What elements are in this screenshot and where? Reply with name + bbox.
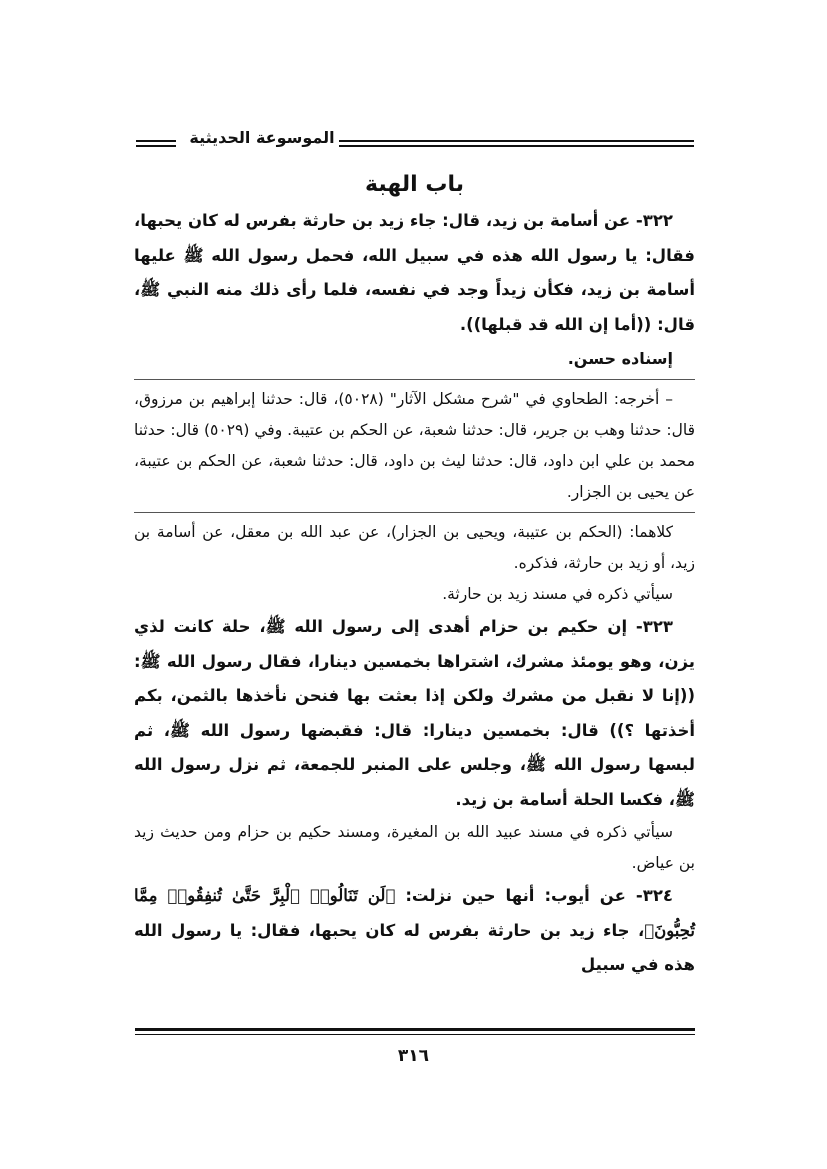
hadith-323: ٣٢٣- إن حكيم بن حزام أهدى إلى رسول الله ﷺ، حلة كانت لذي يزن، وهو يومئذ مشرك، اشتراها بخمسين دينارا، فقال رسول الله ﷺ: ((إنا لا نقبل من مشرك ولكن إذا بعثت بها فنحن نأخذها بالثمن، بكم أخذتها ؟)) قال: بخمسين دينارا: قال: فقبضها رسول الله ﷺ، ثم لبسها رسول الله ﷺ، وجلس على المنبر للجمعة، ثم نزل رسول الله ﷺ، فكسا الحلة أسامة بن زيد. [134, 617, 695, 809]
hadith-324-lead: ٣٢٤- عن أيوب: أنها حين نزلت: [395, 886, 673, 905]
hadith-324-tail: ، جاء زيد بن حارثة بفرس له كان يحبها، فقال: يا رسول الله هذه في سبيل [134, 920, 695, 974]
page-number: ٣١٦ [397, 1046, 430, 1066]
takhrij-322-paragraph-3: سيأتي ذكره في مسند زيد بن حارثة. [442, 585, 673, 603]
running-header-title: الموسوعة الحديثية [189, 128, 335, 147]
divider [134, 379, 695, 380]
divider [134, 512, 695, 513]
header-rule-right [339, 140, 694, 147]
hadith-322: ٣٢٢- عن أسامة بن زيد، قال: جاء زيد بن حارثة بفرس له كان يحبها، فقال: يا رسول الله هذه في سبيل الله، فحمل رسول الله ﷺ عليها أسامة بن زيد، فكأن زيداً وجد في نفسه، فلما رأى ذلك منه النبي ﷺ، قال: ((أما إن الله قد قبلها)). [134, 211, 695, 334]
running-header [136, 122, 694, 162]
chapter-title: باب الهبة [365, 172, 464, 197]
takhrij-322-paragraph-1: – أخرجه: الطحاوي في "شرح مشكل الآثار" (٥٠٢٨)، قال: حدثنا إبراهيم بن مرزوق، قال: حدثنا وهب بن جرير، قال: حدثنا شعبة، عن الحكم بن عتيبة. وفي (٥٠٢٩) قال: حدثنا محمد بن علي ابن داود، قال: حدثنا ليث بن داود، قال: حدثنا شعبة، عن الحكم بن عتيبة، عن يحيى بن الجزار. [134, 390, 695, 501]
header-rule-left [136, 140, 176, 147]
takhrij-322-paragraph-2: كلاهما: (الحكم بن عتيبة، ويحيى بن الجزار)، عن عبد الله بن معقل، عن أسامة بن زيد، أو زيد بن حارثة، فذكره. [134, 523, 695, 572]
hadith-324 [134, 879, 695, 983]
isnad-grade-322: إسناده حسن. [567, 349, 673, 368]
page-body [134, 168, 695, 983]
note-323: سيأتي ذكره في مسند عبيد الله بن المغيرة، ومسند حكيم بن حزام ومن حديث زيد بن عياض. [134, 823, 695, 872]
footer-rule-thin [135, 1034, 695, 1035]
footer-rule-thick [135, 1028, 695, 1031]
footer-rule [135, 1028, 695, 1035]
quran-verse: ﴿لَن تَنَالُوا۟ ٱلْبِرَّ حَتَّىٰ تُنفِقُوا۟ مِمَّا تُحِبُّونَ﴾ [134, 886, 695, 940]
